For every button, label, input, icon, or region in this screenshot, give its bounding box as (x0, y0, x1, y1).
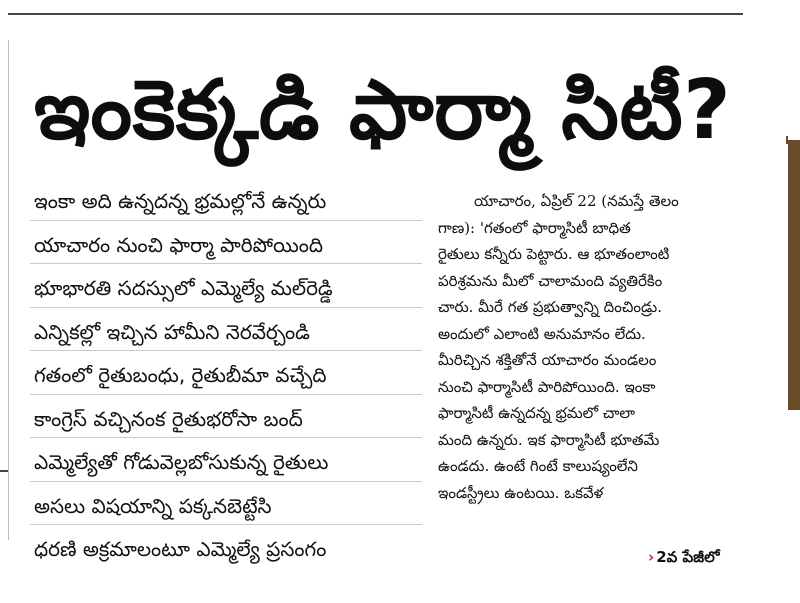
body-line: రైతులు కన్నీరు పెట్టారు. ఆ భూతంలాంటి (438, 245, 670, 263)
body-line: మంది ఉన్నరు. ఇక ఫార్మాసిటీ భూతమే (438, 430, 660, 449)
bullet-line: ఎమ్మెల్యేతో గోడువెల్లబోసుకున్న రైతులు (30, 441, 422, 485)
body-line: అందులో ఎలాంటి అనుమానం లేదు. (438, 324, 646, 343)
bullet-line: ఇంకా అది ఉన్నదన్న భ్రమల్లోనే ఉన్నరు (30, 180, 422, 224)
article-body (438, 188, 756, 506)
left-edge-tick (0, 470, 8, 472)
bullet-line: ఎన్నికల్లో ఇచ్చిన హామీని నెరవేర్చండి (30, 311, 422, 355)
top-rule (8, 13, 743, 15)
bullet-line: ధరణి అక్రమాలంటూ ఎమ్మెల్యే ప్రసంగం (34, 537, 327, 561)
body-line: ఫార్మాసిటీ ఉన్నదన్న భ్రమలో చాలా (438, 404, 636, 422)
body-line: ఉండదు. ఉంటే గింటే కాలుష్యంలేని (438, 457, 638, 475)
bullet-line: అసలు విషయాన్ని పక్కనబెట్టేసి (30, 485, 422, 529)
body-line: యాచారం, ఏప్రిల్ 22 (నమస్తే తెలం (474, 192, 679, 210)
left-column-edge (0, 40, 9, 540)
bullet-column (30, 180, 422, 572)
body-line: గాణ): 'గతంలో ఫార్మాసిటీ బాధిత (438, 218, 631, 237)
body-line: పరిశ్రమను మీలో చాలామంది వ్యతిరేకిం (438, 271, 663, 290)
chevron-right-icon: › (648, 548, 655, 566)
body-line: నుంచి ఫార్మాసిటీ పారిపోయింది. ఇంకా (438, 377, 656, 396)
continued-label: 2వ పేజీలో (656, 548, 720, 566)
bullet-line: గతంలో రైతుబంధు, రైతుబీమా వచ్చేది (30, 354, 422, 398)
bullet-line: కాంగ్రెస్ వచ్చినంక రైతుభరోసా బంద్ (30, 398, 422, 442)
bullet-line: యాచారం నుంచి ఫార్మా పారిపోయింది (30, 224, 422, 268)
continued-on-page-link[interactable] (648, 546, 720, 568)
body-line: మీరిచ్చిన శక్తితోనే యాచారం మండలం (438, 351, 657, 369)
body-line: చారు. మీరే గత ప్రభుత్వాన్ని దించిండ్రు. (438, 298, 663, 316)
bullet-line: భూభారతి సదస్సులో ఎమ్మెల్యే మల్‌రెడ్డి (30, 267, 422, 311)
right-edge-bar (788, 140, 800, 410)
body-line: ఇండస్ట్రీలు ఉంటయి. ఒకవేళ (438, 483, 604, 502)
headline: ఇంకెక్కడి ఫార్మా సిటీ? (34, 63, 732, 158)
